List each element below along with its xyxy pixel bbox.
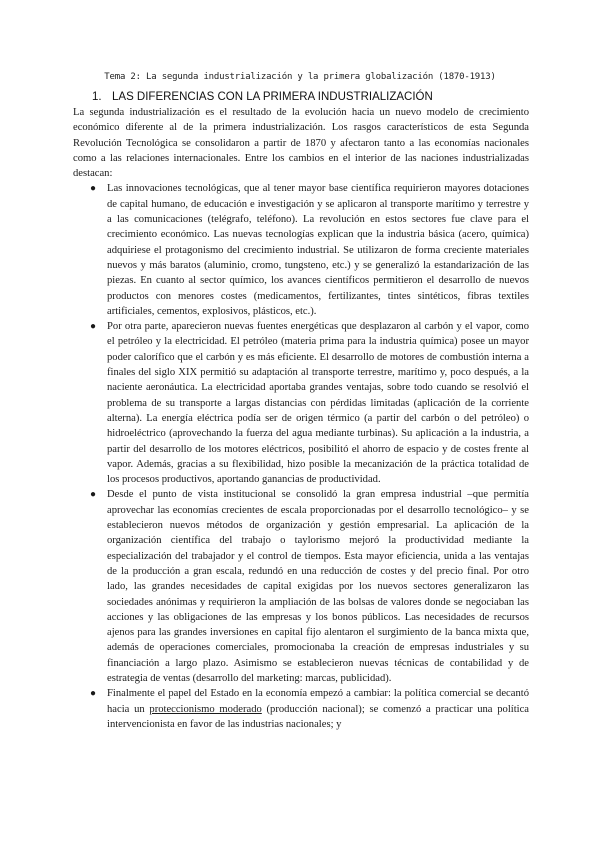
intro-paragraph: La segunda industrialización es el resultado de la evolución hacia un nuevo modelo de crecimiento económico diferente al de la primera industrialización. Los rasgos característicos de esta Segunda Revolución Tecnológica se consolidaron a partir de 1870 y afectaron tanto a las economías nacionales como a las relaciones internacionales. Entre los cambios en el interior de las naciones industrializadas destacan: [73, 107, 529, 180]
bullet-icon: ● [90, 688, 97, 700]
list-item [73, 181, 529, 319]
list-item-text-end: (producción nacional); se comenzó a practicar una política intervencionista en favor de las industrias nacionales; y [107, 703, 529, 730]
bullet-icon: ● [90, 183, 97, 195]
section-number: 1. [92, 91, 102, 103]
list-item-text: Las innovaciones tecnológicas, que al tener mayor base científica requirieron mayores dotaciones de capital humano, de educación e investigación y se aplicaron al transporte marítimo y terrestre y a las comunicaciones (telégrafo, teléfono). La revolución en estos sectores fue clave para el crecimiento económico. Las nuevas tecnologías explican que la industria básica (acero, química) adquiriese el protagonismo del crecimiento industrial. Se utilizaron de forma creciente materiales nuevos y más baratos (aluminio, cromo, tungsteno, etc.) y se generalizó la estandarización de las piezas. En cuanto al sector químico, los avances científicos permitieron el desarrollo de nuevos productos con menores costes (medicamentos, fertilizantes, tintes sintéticos, fibras textiles artificiales, cementos, explosivos, plásticos, etc.). [107, 183, 529, 317]
bullet-list [73, 181, 529, 732]
bullet-icon: ● [90, 321, 97, 333]
list-item [73, 487, 529, 686]
list-item [73, 686, 529, 732]
list-item [73, 319, 529, 487]
list-item-text: Desde el punto de vista institucional se consolidó la gran empresa industrial –que permitía aprovechar las economías crecientes de escala proporcionadas por el desarrollo tecnológico– y se establecieron nuevos métodos de organización y gestión empresarial. La aplicación de la organización científica del trabajo o taylorismo mejoró la productividad mediante la especialización del trabajador y el control de tiempos. Esta mayor eficiencia, unida a las ventajas de la producción a gran escala, redundó en una reducción de costes y del precio final. Por otro lado, las grandes necesidades de capital exigidas por los nuevos sectores generalizaron las sociedades anónimas y requirieron la ampliación de las bolsas de valores donde se negociaban las acciones y las obligaciones de las empresas y los bonos públicos. Las necesidades de recursos ajenos para las grandes inversiones en capital fijo alentaron el surgimiento de la banca mixta que, además de operaciones comerciales, promocionaba la creación de empresas industriales y su financiación a largo plazo. Asimismo se establecieron nuevas técnicas de contabilidad y de estrategia de ventas (desarrollo del marketing: marcas, publicidad). [107, 489, 529, 684]
section-heading [92, 91, 433, 103]
section-heading-text: LAS DIFERENCIAS CON LA PRIMERA INDUSTRIALIZACIÓN [112, 91, 433, 103]
document-title: Tema 2: La segunda industrialización y la primera globalización (1870-1913) [104, 72, 496, 82]
underlined-term: proteccionismo moderado [149, 703, 262, 715]
document-body [73, 105, 529, 732]
list-item-text: Por otra parte, aparecieron nuevas fuentes energéticas que desplazaron al carbón y el vapor, como el petróleo y la electricidad. El petróleo (materia prima para la industria química) posee un mayor poder calorífico que el carbón y es más eficiente. El desarrollo de motores de combustión interna a finales del siglo XIX permitió su adaptación al transporte terrestre, marítimo y, poco después, a la naciente aeronáutica. La electricidad aportaba grandes ventajas, sobre todo cuando se resolvió el problema de su transporte a largas distancias con pérdidas limitadas (aplicación de la corriente alterna). La energía eléctrica podía ser de origen térmico (a partir del carbón o del petróleo) o hidroeléctrico (aprovechando la fuerza del agua mediante turbinas). Su aplicación a la industria, a partir del desarrollo de los motores eléctricos, posibilitó el ahorro de espacio y de costes frente al vapor. Además, gracias a su flexibilidad, hizo posible la mecanización de la práctica totalidad de los procesos productivos, aportando ganancias de productividad. [107, 321, 529, 486]
list-item-text-start: Finalmente el papel del Estado en la economía empezó a cambiar: la política comercial se decantó hacia un [107, 688, 529, 715]
bullet-icon: ● [90, 489, 97, 501]
